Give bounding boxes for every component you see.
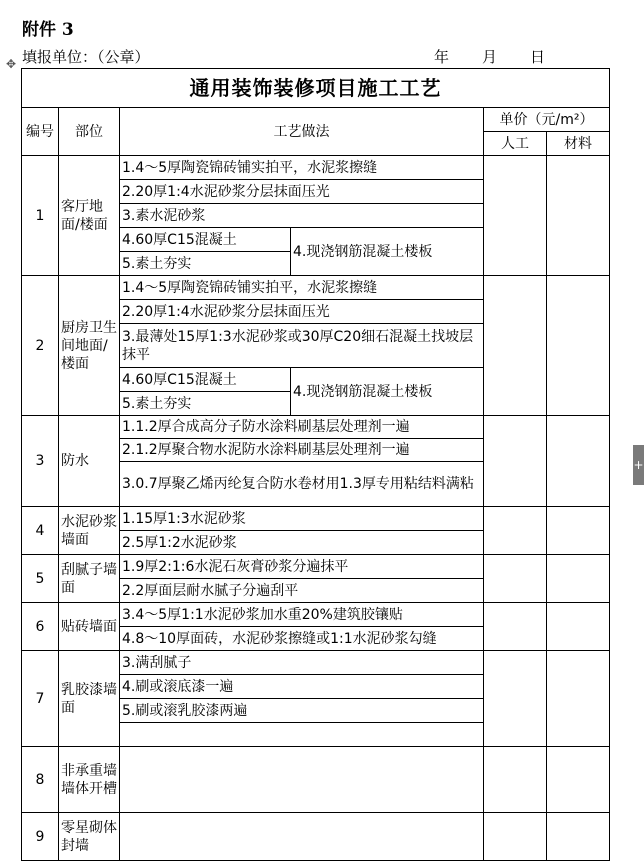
header-part: 部位 [59, 108, 120, 156]
material-price-cell[interactable] [547, 555, 610, 603]
process-line: 1.9厚2:1:6水泥石灰膏砂浆分遍抹平 [120, 555, 484, 579]
header-material: 材料 [547, 132, 610, 156]
material-price-cell[interactable] [547, 416, 610, 507]
material-price-cell[interactable] [547, 747, 610, 813]
table-title: 通用装饰装修项目施工工艺 [22, 69, 610, 108]
process-line: 3.0.7厚聚乙烯丙纶复合防水卷材用1.3厚专用粘结料满粘 [120, 462, 484, 507]
process-line: 1.1.2厚合成高分子防水涂料刷基层处理剂一遍 [120, 416, 484, 439]
row-no: 8 [22, 747, 59, 813]
process-line: 4.8～10厚面砖，水泥砂浆擦缝或1:1水泥砂浆勾缝 [120, 627, 484, 651]
labor-price-cell[interactable] [484, 747, 547, 813]
process-line: 3.素水泥砂浆 [120, 204, 484, 228]
date-year-label: 年 [434, 48, 450, 66]
labor-price-cell[interactable] [484, 156, 547, 276]
row-part: 零星砌体封墙 [59, 813, 120, 861]
row-part: 乳胶漆墙面 [59, 651, 120, 747]
process-line: 3.最薄处15厚1:3水泥砂浆或30厚C20细石混凝土找坡层抹平 [120, 324, 484, 368]
empty-process-cell [120, 813, 484, 861]
material-price-cell[interactable] [547, 651, 610, 747]
material-price-cell[interactable] [547, 276, 610, 416]
row-part: 防水 [59, 416, 120, 507]
row-part: 客厅地面/楼面 [59, 156, 120, 276]
empty-process-line [120, 723, 484, 747]
labor-price-cell[interactable] [484, 603, 547, 651]
date-day-label: 日 [530, 48, 546, 66]
process-line: 1.4～5厚陶瓷锦砖铺实拍平，水泥浆擦缝 [120, 276, 484, 300]
process-line: 2.1.2厚聚合物水泥防水涂料刷基层处理剂一遍 [120, 439, 484, 462]
process-line: 4.60厚C15混凝土 [120, 368, 291, 392]
date-month-label: 月 [482, 48, 498, 66]
process-line: 4.60厚C15混凝土 [120, 228, 291, 252]
header-process: 工艺做法 [120, 108, 484, 156]
process-line: 3.满刮腻子 [120, 651, 484, 675]
material-price-cell[interactable] [547, 156, 610, 276]
labor-price-cell[interactable] [484, 507, 547, 555]
header-labor: 人工 [484, 132, 547, 156]
row-no: 9 [22, 813, 59, 861]
move-handle-icon[interactable]: ✥ [5, 57, 17, 71]
labor-price-cell[interactable] [484, 813, 547, 861]
filler-unit-label: 填报单位：（公章） [22, 48, 150, 66]
process-side-note: 4.现浇钢筋混凝土楼板 [291, 228, 484, 276]
header-no: 编号 [22, 108, 59, 156]
row-no: 2 [22, 276, 59, 416]
process-line: 3.4～5厚1:1水泥砂浆加水重20%建筑胶镶贴 [120, 603, 484, 627]
process-line: 2.20厚1:4水泥砂浆分层抹面压光 [120, 300, 484, 324]
labor-price-cell[interactable] [484, 276, 547, 416]
row-part: 厨房卫生间地面/楼面 [59, 276, 120, 416]
header-unit-price: 单价（元/m²） [484, 108, 610, 132]
process-line: 5.素土夯实 [120, 252, 291, 276]
row-no: 5 [22, 555, 59, 603]
row-part: 非承重墙墙体开槽 [59, 747, 120, 813]
process-line: 2.20厚1:4水泥砂浆分层抹面压光 [120, 180, 484, 204]
row-part: 刮腻子墙面 [59, 555, 120, 603]
add-icon[interactable]: + [633, 445, 644, 485]
labor-price-cell[interactable] [484, 416, 547, 507]
attachment-label: 附件 3 [22, 20, 74, 40]
process-line: 1.15厚1:3水泥砂浆 [120, 507, 484, 531]
material-price-cell[interactable] [547, 603, 610, 651]
row-no: 4 [22, 507, 59, 555]
row-part: 贴砖墙面 [59, 603, 120, 651]
process-line: 2.5厚1:2水泥砂浆 [120, 531, 484, 555]
row-no: 3 [22, 416, 59, 507]
material-price-cell[interactable] [547, 813, 610, 861]
row-no: 6 [22, 603, 59, 651]
labor-price-cell[interactable] [484, 651, 547, 747]
empty-process-cell [120, 747, 484, 813]
process-line: 2.2厚面层耐水腻子分遍刮平 [120, 579, 484, 603]
process-line: 5.素土夯实 [120, 392, 291, 416]
process-side-note: 4.现浇钢筋混凝土楼板 [291, 368, 484, 416]
row-part: 水泥砂浆墙面 [59, 507, 120, 555]
row-no: 7 [22, 651, 59, 747]
labor-price-cell[interactable] [484, 555, 547, 603]
process-line: 4.刷或滚底漆一遍 [120, 675, 484, 699]
row-no: 1 [22, 156, 59, 276]
process-table [21, 68, 610, 861]
process-line: 1.4～5厚陶瓷锦砖铺实拍平，水泥浆擦缝 [120, 156, 484, 180]
process-line: 5.刷或滚乳胶漆两遍 [120, 699, 484, 723]
material-price-cell[interactable] [547, 507, 610, 555]
